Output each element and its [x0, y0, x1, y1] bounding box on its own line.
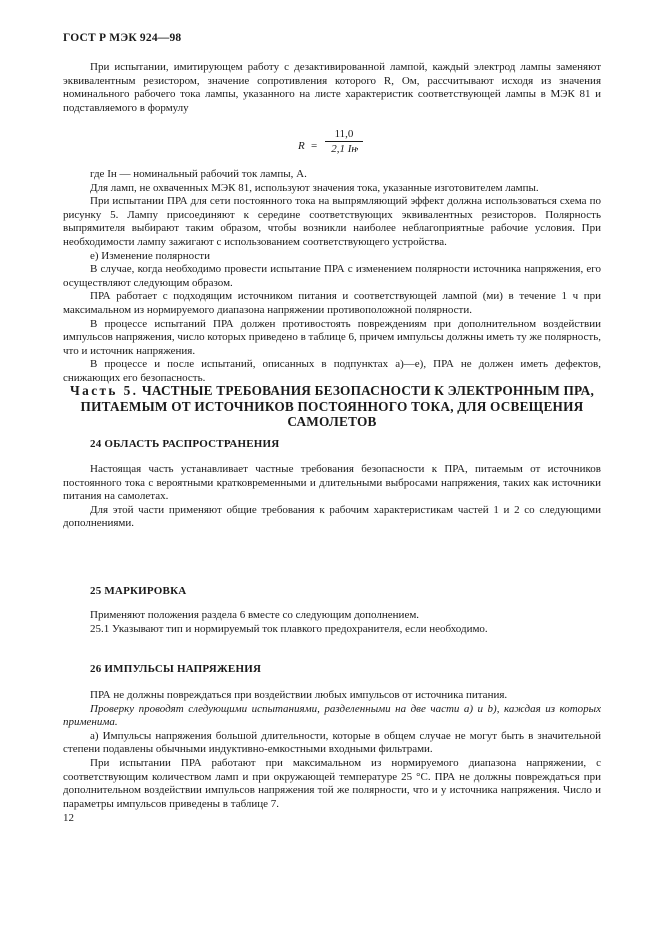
section-26-heading: 26 ИМПУЛЬСЫ НАПРЯЖЕНИЯ — [90, 663, 262, 675]
paragraph: При испытании ПРА для сети постоянного тока на выпрямляющий эффект должна использоваться схема по рисунку 5. Лампу присоединяют к середине соответствующих эквивалентных резисторов. Полярность выпрямителя выбирают таким образом, чтобы возникли наиболее неблагоприятные рабочие условия. При необходимости лампу зажигают с использованием соответствующего устройства. — [63, 195, 601, 248]
formula-numerator: 11,0 — [325, 128, 363, 142]
paragraph: ПРА не должны повреждаться при воздействии любых импульсов от источника питания. — [90, 689, 508, 701]
paragraph: При испытании ПРА работают при максимальном из нормируемого диапазона напряжении, с соответствующим количеством ламп и при окружающей температуре 25 °С. ПРА не должны повреждаться при дополнительном воздействии импульсов напряжения той же полярности, что и у источника напряжения. Число и параметры импульсов приведены в таблице 7. — [63, 756, 601, 810]
section-26-body — [63, 689, 601, 811]
formula-equals: = — [311, 140, 318, 152]
intro-text — [63, 61, 601, 115]
paragraph: В случае, когда необходимо провести испытание ПРА с изменением полярности источника напряжения, его осуществляют следующим образом. — [63, 263, 601, 289]
paragraph: Настоящая часть устанавливает частные требования безопасности к ПРА, питаемым от источников постоянного тока с вероятными кратковременными и длительными выбросами напряжения, таких как источники питания на самолетах. — [63, 463, 601, 503]
formula-denominator: 2,1 Iн — [331, 143, 357, 155]
paragraph: Для этой части применяют общие требования к рабочим характеристикам частей 1 и 2 со следующими дополнениями. — [63, 503, 601, 530]
formula-lhs: R — [298, 140, 305, 152]
part-title — [63, 383, 601, 430]
test-method-note: Проверку проводят следующими испытаниями, разделенными на две части а) и b), каждая из которых применима. — [63, 702, 601, 729]
part-label: Часть 5. — [69, 383, 139, 398]
intro-paragraph: При испытании, имитирующем работу с дезактивированной лампой, каждый электрод лампы заменяют эквивалентным резистором, значение сопротивления которого R, Ом, рассчитывают исходя из значения номинального рабочего тока лампы, указанного на листе характеристик соответствующей лампы в МЭК 81 и подставляемого в формулу — [63, 61, 601, 114]
paragraph: 25.1 Указывают тип и нормируемый ток плавкого предохранителя, если необходимо. — [90, 622, 488, 635]
after-formula-text — [63, 168, 601, 386]
paragraph: В процессе испытаний ПРА должен противостоять повреждениям при дополнительном воздействии импульсов напряжения, число которых приведено в таблице 6, причем импульсы должны иметь ту же полярность, что и источник напряжения. — [63, 317, 602, 357]
paragraph: ПРА работает с подходящим источником питания и соответствующей лампой (ми) в течение 1 ч при максимальном из нормируемого диапазона напряжении противоположной полярности. — [63, 290, 601, 316]
section-24-heading: 24 ОБЛАСТЬ РАСПРОСТРАНЕНИЯ — [90, 438, 280, 450]
section-24-body — [63, 463, 601, 531]
section-25-heading: 25 МАРКИРОВКА — [90, 585, 187, 597]
formula-comma: , — [356, 140, 359, 152]
paragraph: а) Импульсы напряжения большой длительности, которые в общем случае не могут быть в значительной степени подавлены обычными индуктивно-емкостными входными фильтрами. — [63, 729, 601, 756]
part-title-text: ЧАСТНЫЕ ТРЕБОВАНИЯ БЕЗОПАСНОСТИ К ЭЛЕКТРОННЫМ ПРА, ПИТАЕМЫМ ОТ ИСТОЧНИКОВ ПОСТОЯННОГО ТОКА, ДЛЯ ОСВЕЩЕНИЯ САМОЛЕТОВ — [80, 383, 594, 429]
formula-where: где Iн — номинальный рабочий ток лампы, А. — [90, 168, 307, 180]
paragraph: Применяют положения раздела 6 вместе со следующим дополнением. — [90, 609, 420, 621]
paragraph: Для ламп, не охваченных МЭК 81, используют значения тока, указанные изготовителем лампы. — [90, 181, 539, 194]
subitem-heading: е) Изменение полярности — [90, 249, 210, 262]
document-header: ГОСТ Р МЭК 924—98 — [63, 32, 182, 44]
section-25-body — [63, 609, 601, 636]
paragraph: В процессе и после испытаний, описанных в подпунктах а)—е), ПРА не должен иметь дефектов, снижающих его безопасность. — [63, 358, 601, 384]
page-number: 12 — [63, 812, 74, 824]
